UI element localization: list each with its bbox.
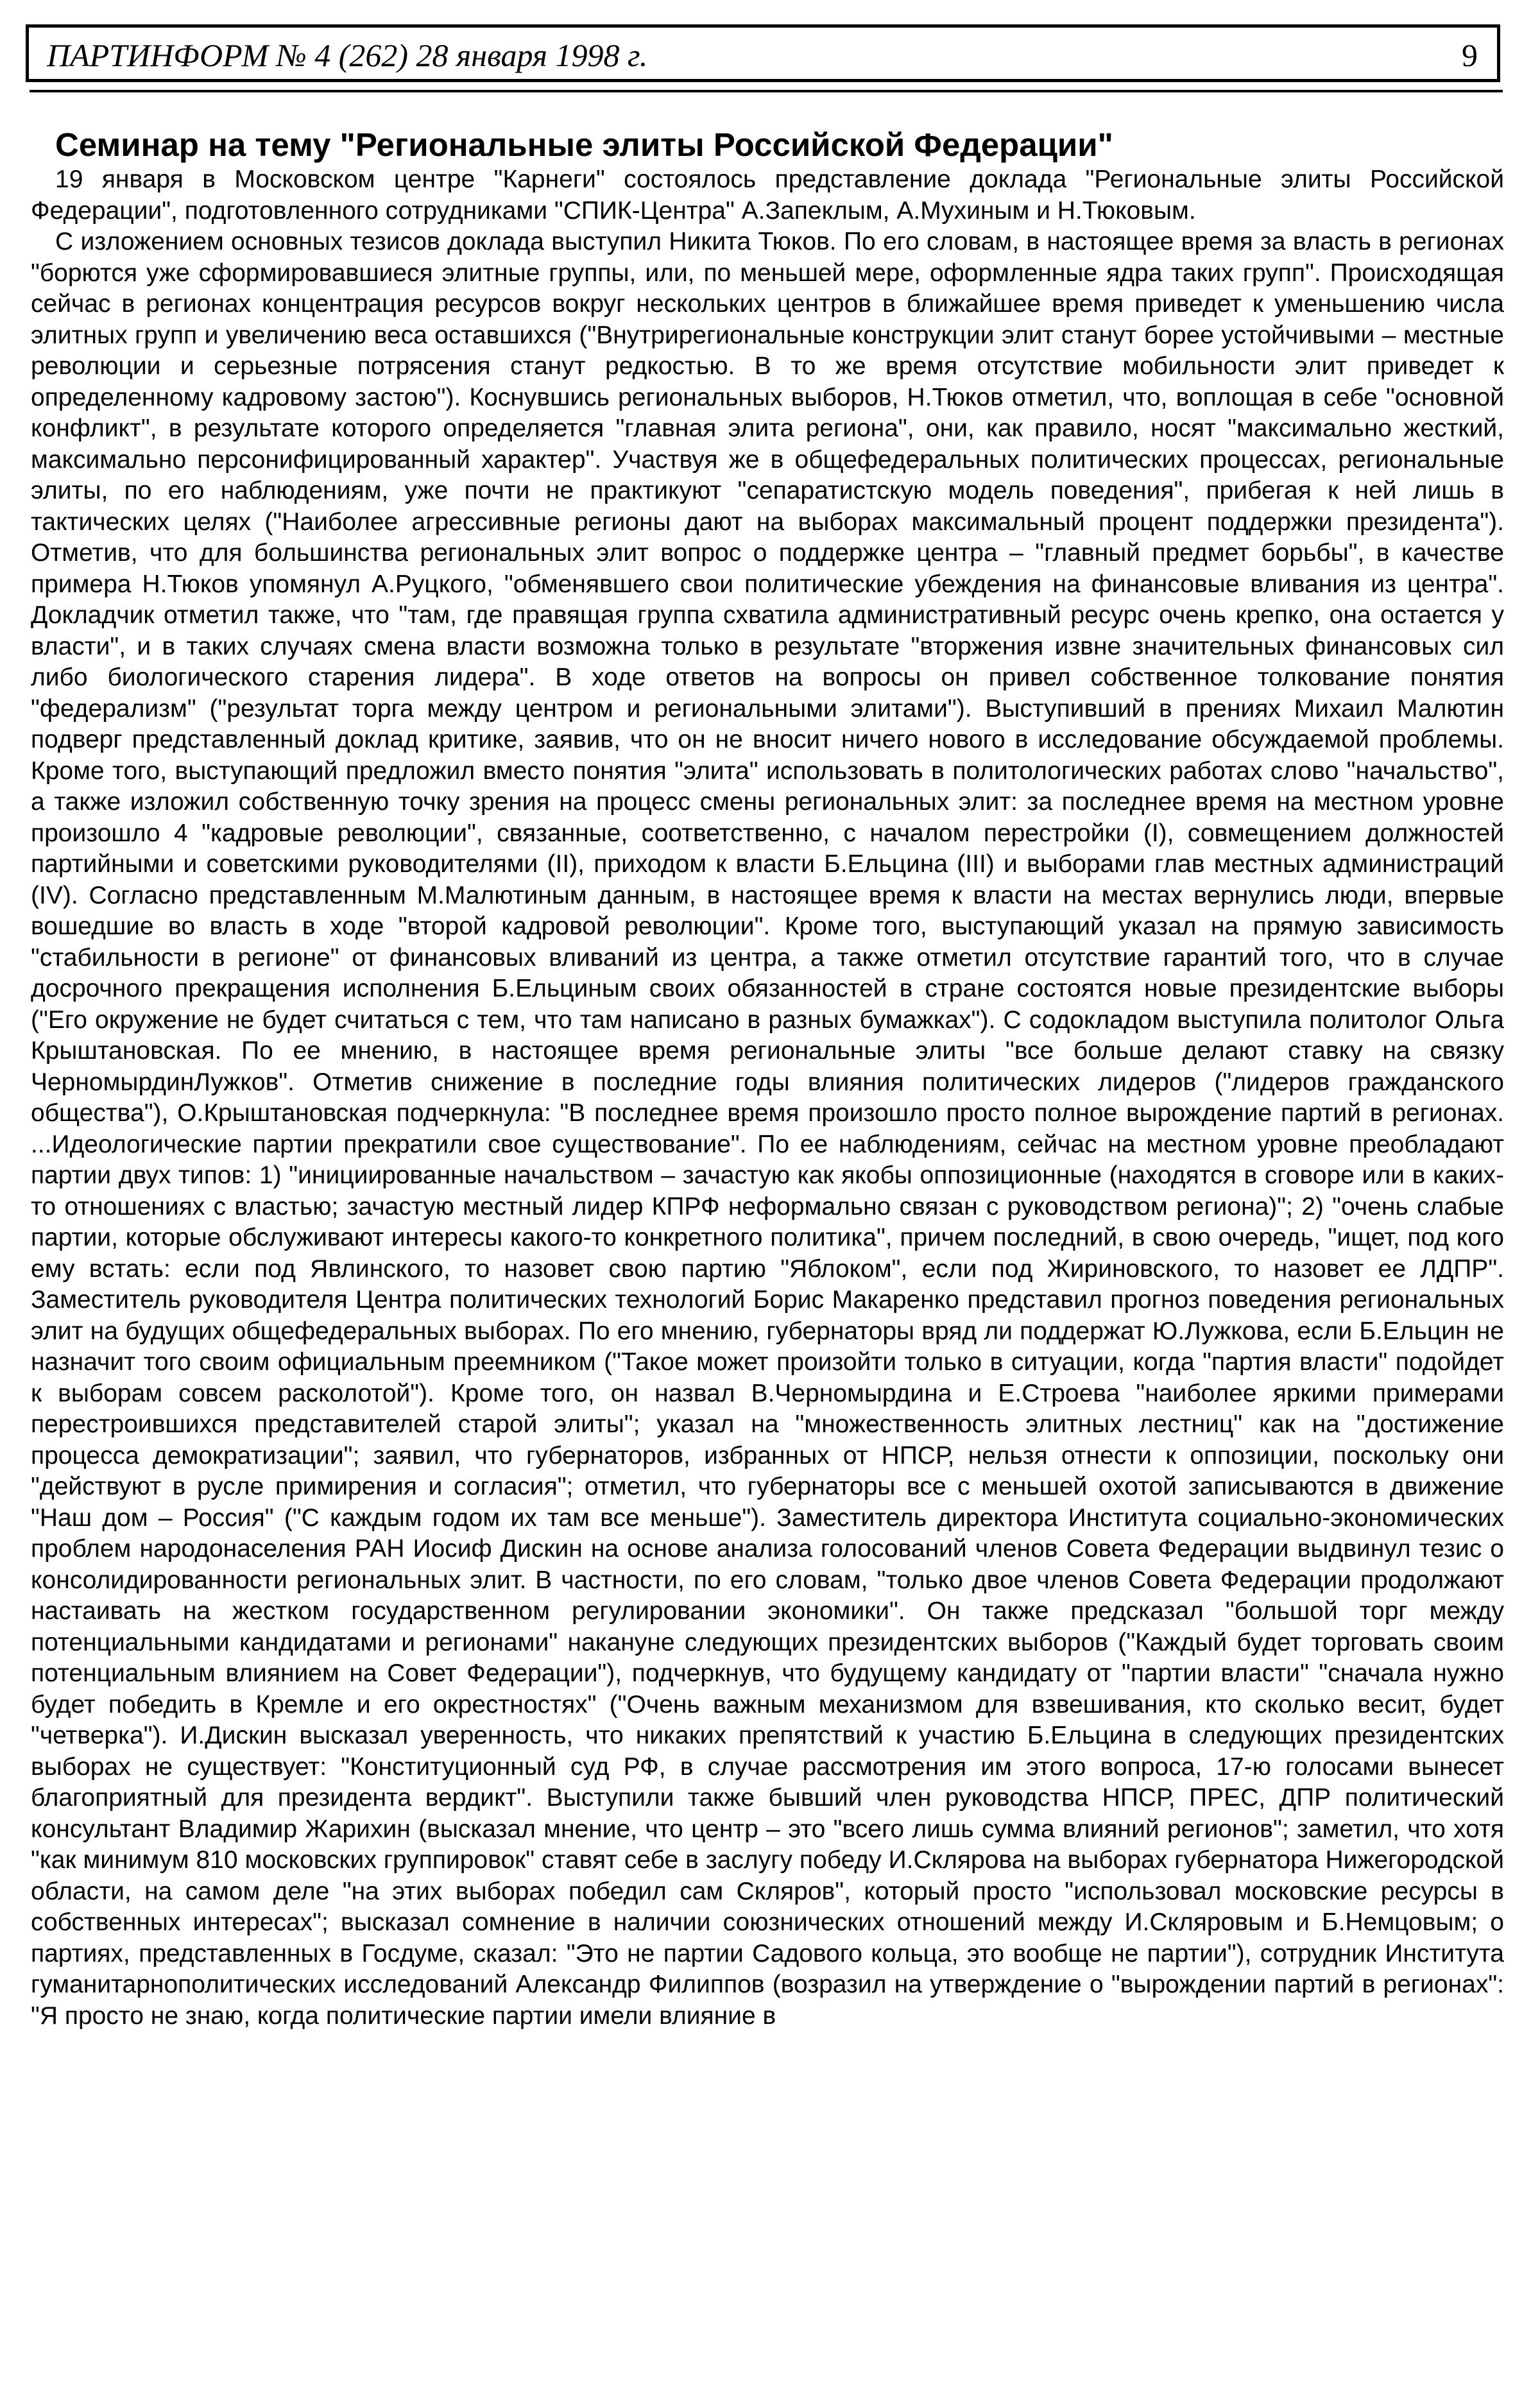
article-body <box>31 164 1504 2032</box>
article <box>31 126 1504 2359</box>
article-title: Семинар на тему "Региональные элиты Российской Федерации" <box>55 126 1113 163</box>
page-number: 9 <box>1462 37 1478 73</box>
article-paragraph: 19 января в Московском центре "Карнеги" состоялось представление доклада "Региональные элиты Российской Федерации", подготовленного сотрудниками "СПИК-Центра" А.Запеклым, А.Мухиным и Н.Тюковым. <box>31 166 1504 225</box>
header-shadow-rule <box>30 90 1503 92</box>
publication-title: ПАРТИНФОРМ № 4 (262) 28 января 1998 г. <box>47 37 648 73</box>
page-header <box>26 24 1500 82</box>
article-paragraph: С изложением основных тезисов доклада выступил Никита Тюков. По его словам, в настоящее время за власть в регионах "борются уже сформировавшиеся элитные группы, или, по меньшей мере, оформленные ядра таких групп". Происходящая сейчас в регионах концентрация ресурсов вокруг нескольких центров в ближайшее время приведет к уменьшению числа элитных групп и увеличению веса оставшихся ("Внутрирегиональные конструкции элит станут борее устойчивыми – местные революции и серьезные потрясения станут редкостью. В то же время отсутствие мобильности элит приведет к определенному кадровому застою"). Коснувшись региональных выборов, Н.Тюков отметил, что, воплощая в себе "основной конфликт", в результате которого определяется "главная элита региона", они, как правило, носят "максимально жесткий, максимально персонифицированный характер". Участвуя же в общефедеральных политических процессах, региональные элиты, по его наблюдениям, уже почти не практикуют "сепаратистскую модель поведения", прибегая к ней лишь в тактических целях ("Наиболее агрессивные регионы дают на выборах максимальный процент поддержки президента"). Отметив, что для большинства региональных элит вопрос о поддержке центра – "главный предмет борьбы", в качестве примера Н.Тюков упомянул А.Руцкого, "обменявшего свои политические убеждения на финансовые вливания из центра". Докладчик отметил также, что "там, где правящая группа схватила административный ресурс очень крепко, она остается у власти", и в таких случаях смена власти возможна только в результате "вторжения извне значительных финансовых сил либо биологического старения лидера". В ходе ответов на вопросы он привел собственное толкование понятия "федерализм" ("результат торга между центром и региональными элитами"). Выступивший в прениях Михаил Малютин подверг представленный доклад критике, заявив, что он не вносит ничего нового в исследование обсуждаемой проблемы. Кроме того, выступающий предложил вместо понятия "элита" использовать в политологических работах слово "начальство", а также изложил собственную точку зрения на процесс смены региональных элит: за последнее время на местном уровне произошло 4 "кадровые революции", связанные, соответственно, с началом перестройки (I), совмещением должностей партийными и советскими руководителями (II), приходом к власти Б.Ельцина (III) и выборами глав местных администраций (IV). Согласно представленным М.Малютиным данным, в настоящее время к власти на местах вернулись люди, впервые вошедшие во власть в ходе "второй кадровой революции". Кроме того, выступающий указал на прямую зависимость "стабильности в регионе" от финансовых вливаний из центра, а также отметил отсутствие гарантий того, что в случае досрочного прекращения исполнения Б.Ельциным своих обязанностей в стране состоятся новые президентские выборы ("Его окружение не будет считаться с тем, что там написано в разных бумажках"). С содокладом выступила политолог Ольга Крыштановская. По ее мнению, в настоящее время региональные элиты "все больше делают ставку на связку ЧерномырдинЛужков". Отметив снижение в последние годы влияния политических лидеров ("лидеров гражданского общества"), О.Крыштановская подчеркнула: "В последнее время произошло просто полное вырождение партий в регионах. ...Идеологические партии прекратили свое существование". По ее наблюдениям, сейчас на местном уровне преобладают партии двух типов: 1) "инициированные начальством – зачастую как якобы оппозиционные (находятся в сговоре или в каких-то отношениях с властью; зачастую местный лидер КПРФ неформально связан с руководством региона)"; 2) "очень слабые партии, которые обслуживают интересы какого-то конкретного политика", причем последний, в свою очередь, "ищет, под кого ему встать: если под Явлинского, то назовет свою партию "Яблоком", если под Жириновского, то назовет ее ЛДПР". Заместитель руководителя Центра политических технологий Борис Макаренко представил прогноз поведения региональных элит на будущих общефедеральных выборах. По его мнению, губернаторы вряд ли поддержат Ю.Лужкова, если Б.Ельцин не назначит того своим официальным преемником ("Такое может произойти только в ситуации, когда "партия власти" подойдет к выборам совсем расколотой"). Кроме того, он назвал В.Черномырдина и Е.Строева "наиболее яркими примерами перестроившихся представителей старой элиты"; указал на "множественность элитных лестниц" как на "достижение процесса демократизации"; заявил, что губернаторов, избранных от НПСР, нельзя отнести к оппозиции, поскольку они "действуют в русле примирения и согласия"; отметил, что губернаторы все с меньшей охотой записываются в движение "Наш дом – Россия" ("С каждым годом их там все меньше"). Заместитель директора Института социально-экономических проблем народонаселения РАН Иосиф Дискин на основе анализа голосований членов Совета Федерации выдвинул тезис о консолидированности региональных элит. В частности, по его словам, "только двое членов Совета Федерации продолжают настаивать на жестком государственном регулировании экономики". Он также предсказал "большой торг между потенциальными кандидатами и регионами" накануне следующих президентских выборов ("Каждый будет торговать своим потенциальным влиянием на Совет Федерации"), подчеркнув, что будущему кандидату от "партии власти" "сначала нужно будет победить в Кремле и его окрестностях" ("Очень важным механизмом для взвешивания, кто сколько весит, будет "четверка"). И.Дискин высказал уверенность, что никаких препятствий к участию Б.Ельцина в следующих президентских выборах не существует: "Конституционный суд РФ, в случае рассмотрения им этого вопроса, 17-ю голосами вынесет благоприятный для президента вердикт". Выступили также бывший член руководства НПСР, ПРЕС, ДПР политический консультант Владимир Жарихин (высказал мнение, что центр – это "всего лишь сумма влияний регионов"; заметил, что хотя "как минимум 810 московских группировок" ставят себе в заслугу победу И.Склярова на выборах губернатора Нижегородской области, на самом деле "на этих выборах победил сам Скляров", который просто "использовал московские ресурсы в собственных интересах"; высказал сомнение в наличии союзнических отношений между И.Скляровым и Б.Немцовым; о партиях, представленных в Госдуме, сказал: "Это не партии Садового кольца, это вообще не партии"), сотрудник Института гуманитарнополитических исследований Александр Филиппов (возразил на утверждение о "вырождении партий в регионах": "Я просто не знаю, когда политические партии имели влияние в <box>31 228 1504 2030</box>
